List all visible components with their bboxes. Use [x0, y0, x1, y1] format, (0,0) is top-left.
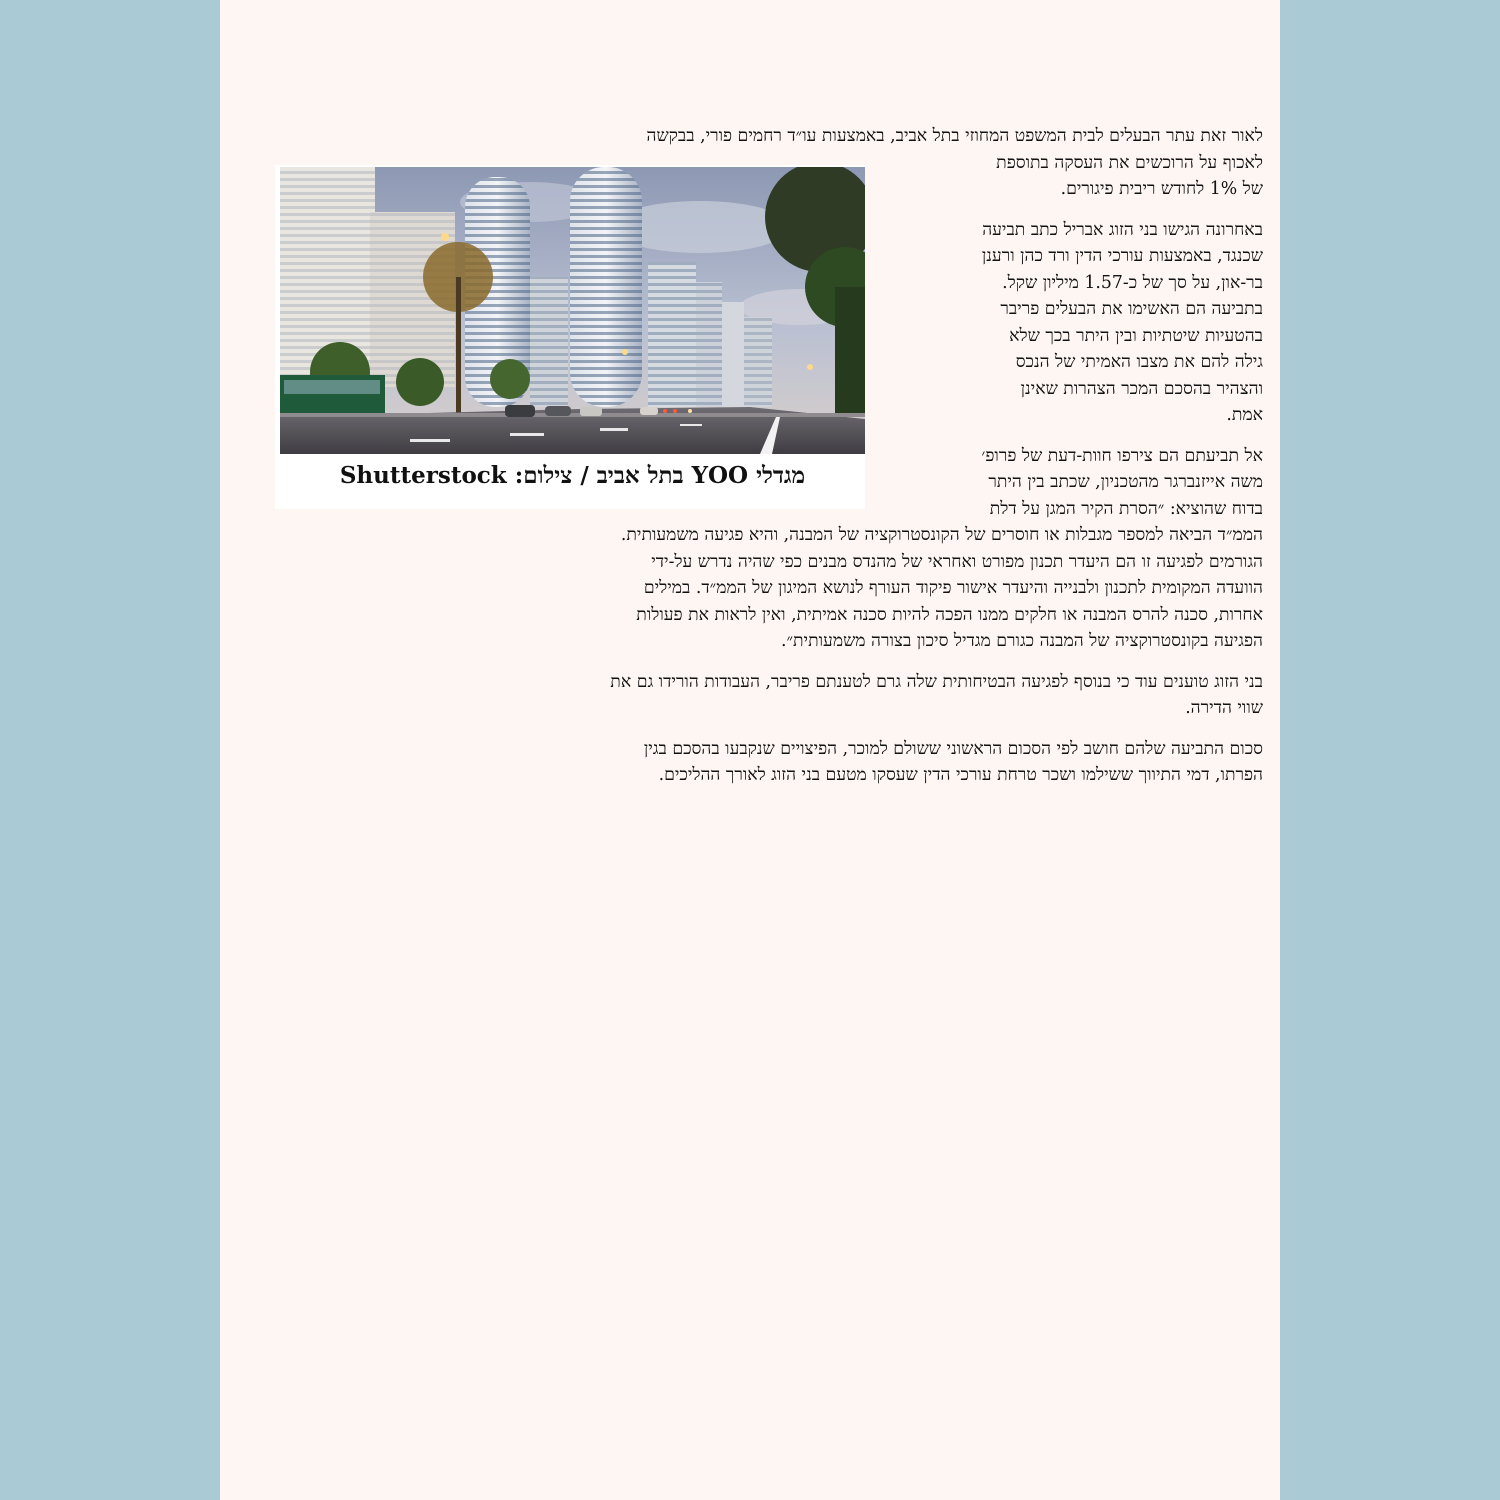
paragraph-5 — [275, 736, 1263, 789]
paragraph-3 — [275, 443, 1263, 655]
text-line: הוועדה המקומית לתכנון ולבנייה והיעדר אישור פיקוד העורף לנושא המיגון של הממ״ד. במילים — [643, 578, 1263, 598]
text-line: הגורמים לפגיעה זו הם היעדר תכנון מפורט ואחראי של מהנדס מבנים כפי שהיה נדרש על-ידי — [651, 551, 1263, 572]
text-line: גילה להם את מצבו האמיתי של הנכס — [1015, 352, 1263, 372]
text-line: של 1% לחודש ריבית פיגורים. — [1060, 179, 1263, 199]
text-line: לאור זאת עתר הבעלים לבית המשפט המחוזי בתל אביב, באמצעות עו״ד רחמים פורי, בבקשה — [646, 126, 1263, 146]
text-line: בהטעיות שיטתיות ובין היתר בכך שלא — [1009, 325, 1263, 346]
text-line: אחרות, סכנה להרס המבנה או חלקים ממנו הפכה להיות סכנה אמיתית, ואין לראות את פעולות — [636, 604, 1263, 625]
document-page — [220, 0, 1280, 1500]
text-line: הממ״ד הביאה למספר מגבלות או חוסרים של הקונסטרוקציה של המבנה, והיא פגיעה משמעותית. — [620, 525, 1263, 545]
text-line: והצהיר בהסכם המכר הצהרות שאינן — [1020, 378, 1263, 399]
paragraph-1 — [275, 123, 1263, 203]
photo-caption: מגדלי YOO בתל אביב / צילום: Shutterstock — [339, 462, 806, 489]
paragraph-2 — [873, 217, 1263, 429]
text-line: שווי הדירה. — [1185, 698, 1263, 718]
text-line: סכום התביעה שלהם חושב לפי הסכום הראשוני ששולם למוכר, הפיצויים שנקבעו בהסכם בגין — [643, 738, 1263, 759]
text-line: באחרונה הגישו בני הזוג אבריל כתב תביעה — [982, 219, 1263, 240]
text-line: אל תביעתם הם צירפו חוות-דעת של פרופ׳ — [981, 445, 1263, 466]
text-line: בני הזוג טוענים עוד כי בנוסף לפגיעה הבטיחותית שלה גרם לטענתם פריבר, העבודות הורידו גם את — [610, 671, 1263, 692]
text-line: בתביעה הם האשימו את הבעלים פריבר — [1000, 299, 1263, 319]
text-line: שכנגד, באמצעות עורכי הדין ורד כהן ורענן — [981, 246, 1263, 266]
text-line: בר-און, על סך של כ-1.57 מיליון שקל. — [1002, 272, 1263, 293]
paragraph-4 — [275, 669, 1263, 722]
text-line: בדוח שהוציא: ״הסרת הקיר המגן על דלת — [989, 498, 1263, 519]
text-line: הפגיעה בקונסטרוקציה של המבנה כגורם מגדיל סיכון בצורה משמעותית״. — [780, 631, 1263, 651]
text-line: לאכוף על הרוכשים את העסקה בתוספת — [996, 152, 1263, 173]
text-line: משה אייזנברגר מהטכניון, שכתב בין היתר — [988, 472, 1263, 492]
article-body — [275, 123, 1263, 803]
text-line: אמת. — [1226, 405, 1263, 425]
text-line: הפרתו, דמי התיווך ששילמו ושכר טרחת עורכי הדין שעסקו מטעם בני הזוג לאורך ההליכים. — [658, 765, 1263, 785]
